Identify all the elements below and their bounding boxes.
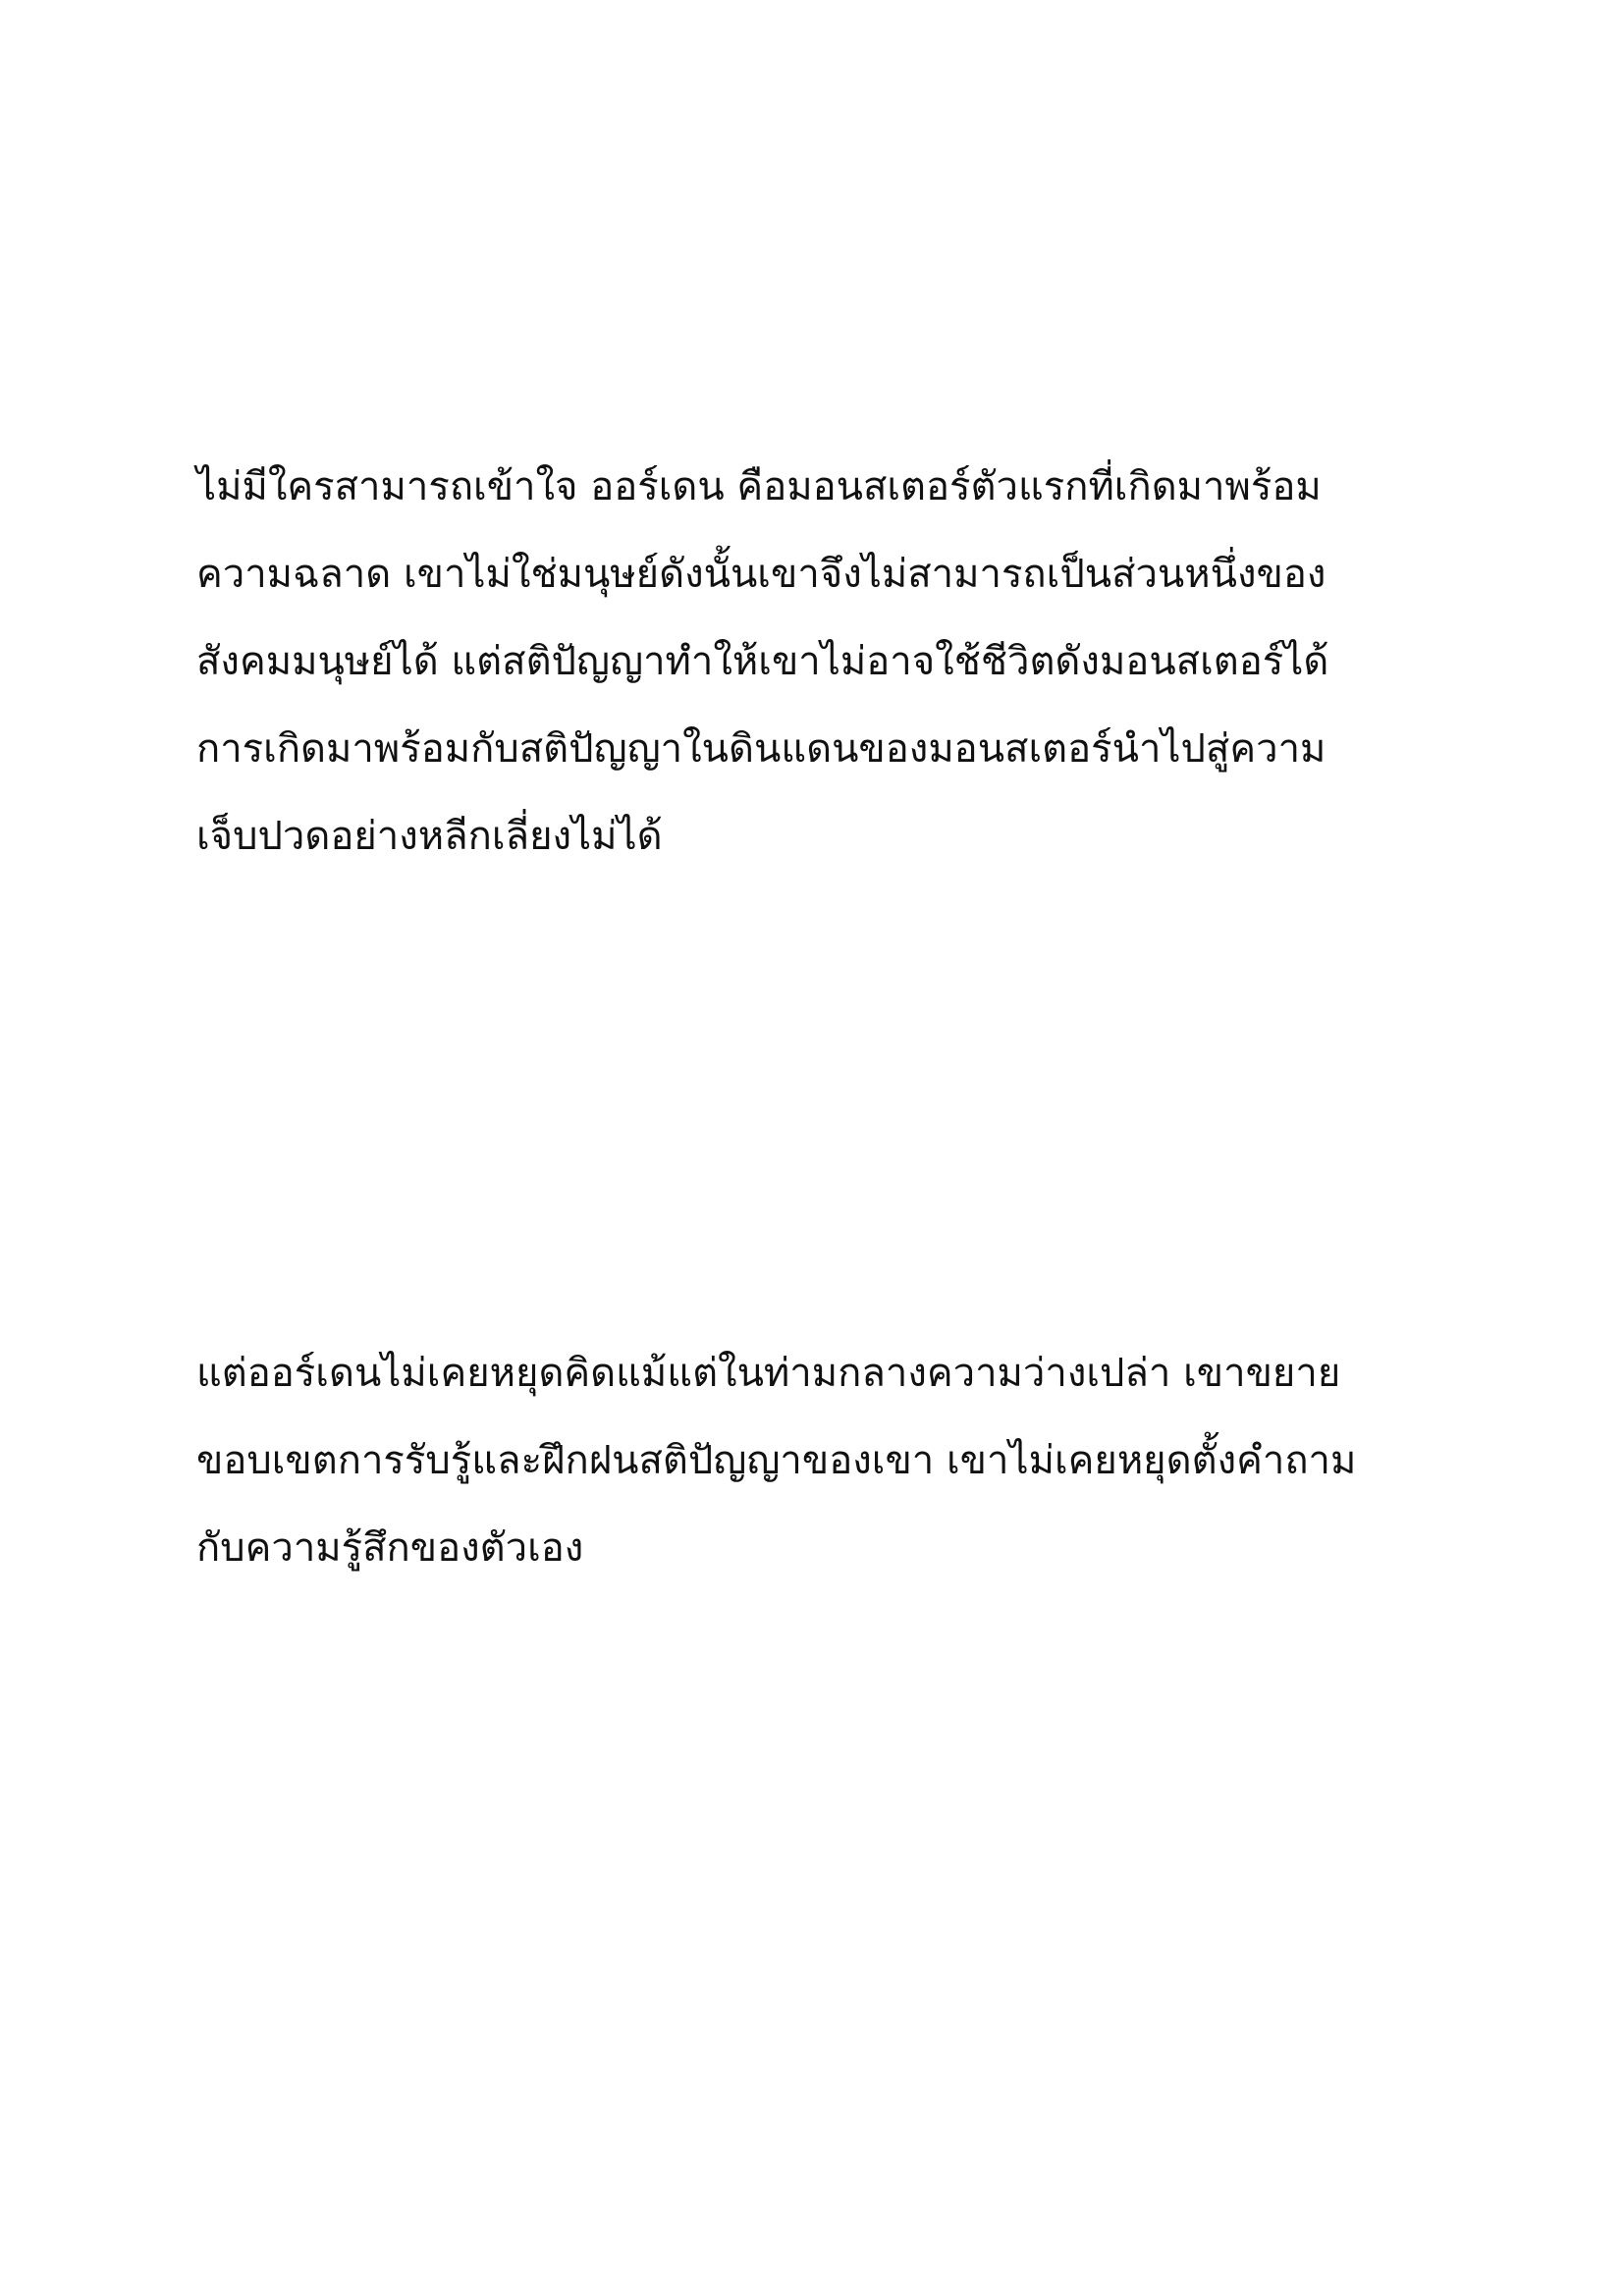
paragraph-1 <box>196 444 1473 881</box>
paragraph-line: ความฉลาด เขาไม่ใช่มนุษย์ดังนั้นเขาจึงไม่สามารถเป็นส่วนหนึ่งของ <box>196 552 1326 597</box>
paragraph-line: ขอบเขตการรับรู้และฝึกฝนสติปัญญาของเขา เขาไม่เคยหยุดตั้งคำถาม <box>196 1438 1357 1483</box>
paragraph-2 <box>196 1330 1473 1592</box>
paragraph-line: กับความรู้สึกของตัวเอง <box>196 1525 584 1571</box>
paragraph-line: แต่ออร์เดนไม่เคยหยุดคิดแม้แต่ในท่ามกลางความว่างเปล่า เขาขยาย <box>196 1351 1341 1396</box>
paragraph-line: การเกิดมาพร้อมกับสติปัญญาในดินแดนของมอนสเตอร์นำไปสู่ความ <box>196 726 1326 772</box>
paragraph-line: เจ็บปวดอย่างหลีกเลี่ยงไม่ได้ <box>196 814 663 859</box>
paragraph-line: สังคมมนุษย์ได้ แต่สติปัญญาทำให้เขาไม่อาจใช้ชีวิตดังมอนสเตอร์ได้ <box>196 639 1329 684</box>
paragraph-line: ไม่มีใครสามารถเข้าใจ ออร์เดน คือมอนสเตอร์ตัวแรกที่เกิดมาพร้อม <box>196 464 1322 509</box>
